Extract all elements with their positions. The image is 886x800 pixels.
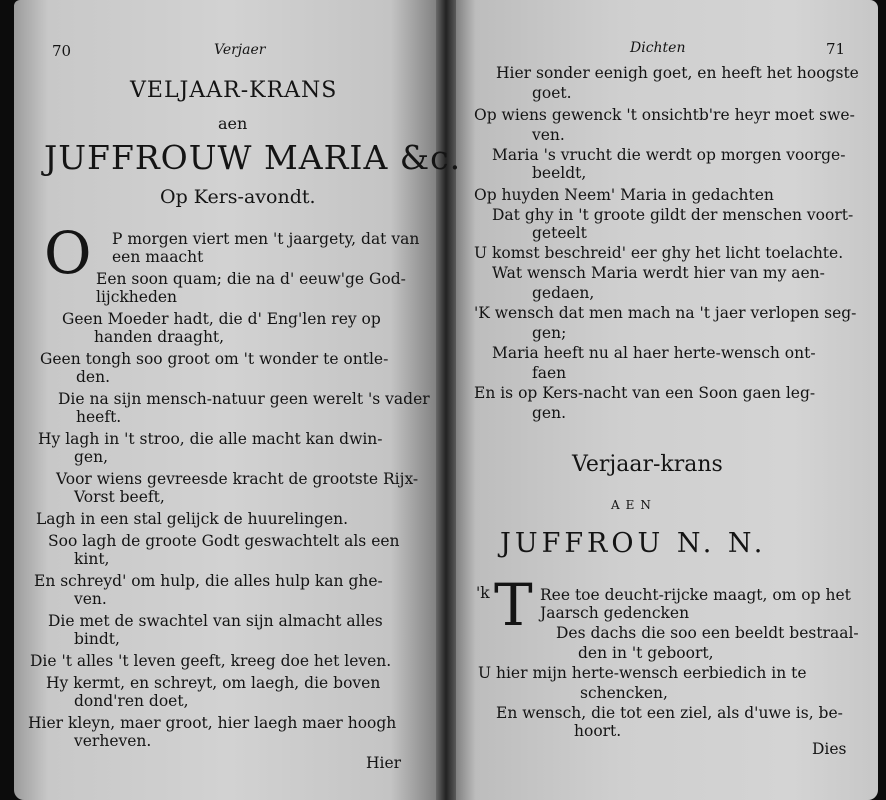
left-line: lijckheden xyxy=(96,288,178,306)
prefix-k: 'k xyxy=(476,584,490,602)
left-page-number: 70 xyxy=(52,42,72,60)
poem-title-line2: JUFFROUW MARIA &c. xyxy=(44,138,462,177)
book-gutter xyxy=(436,0,456,800)
right-catchword: Dies xyxy=(812,740,847,758)
right-line2: En wensch, die tot een ziel, als d'uwe is, be- xyxy=(496,704,843,722)
left-line: Lagh in een stal gelijck de huurelingen. xyxy=(36,510,349,528)
right-line2: Jaarsch gedencken xyxy=(540,604,690,622)
left-line: verheven. xyxy=(74,732,152,750)
right-line: ven. xyxy=(532,126,565,144)
second-poem-title: Verjaar-krans xyxy=(572,452,723,477)
poem-title-aen: aen xyxy=(218,114,248,133)
left-line: P morgen viert men 't jaargety, dat van xyxy=(112,230,420,248)
right-line: Wat wensch Maria werdt hier van my aen- xyxy=(492,264,825,282)
left-line: Soo lagh de groote Godt geswachtelt als een xyxy=(48,532,400,550)
right-line2: Ree toe deucht-rijcke maagt, om op het xyxy=(540,586,851,604)
right-line: gedaen, xyxy=(532,284,595,302)
right-line: En is op Kers-nacht van een Soon gaen leg- xyxy=(474,384,816,402)
right-line: Op wiens gewenck 't onsichtb're heyr moet swe- xyxy=(474,106,855,124)
poem-title-line1: VELJAAR-KRANS xyxy=(130,78,338,103)
right-running-head: Dichten xyxy=(630,40,686,56)
left-line: bindt, xyxy=(74,630,120,648)
left-line: ven. xyxy=(74,590,107,608)
left-line: kint, xyxy=(74,550,110,568)
left-line: handen draaght, xyxy=(94,328,225,346)
left-line: heeft. xyxy=(76,408,122,426)
right-line: Maria heeft nu al haer herte-wensch ont- xyxy=(492,344,816,362)
left-line: Een soon quam; die na d' eeuw'ge God- xyxy=(96,270,406,288)
right-line: Dat ghy in 't groote gildt der menschen voort- xyxy=(492,206,854,224)
right-line2: den in 't geboort, xyxy=(578,644,714,662)
left-line: Geen tongh soo groot om 't wonder te ontle- xyxy=(40,350,389,368)
right-line: geteelt xyxy=(532,224,587,242)
right-line: Maria 's vrucht die werdt op morgen voorge- xyxy=(492,146,846,164)
right-line: Hier sonder eenigh goet, en heeft het hoogste xyxy=(496,64,859,82)
left-line: een maacht xyxy=(112,248,204,266)
right-line: faen xyxy=(532,364,567,382)
right-line: Op huyden Neem' Maria in gedachten xyxy=(474,186,774,204)
right-line2: Des dachs die soo een beeldt bestraal- xyxy=(556,624,859,642)
left-line: gen, xyxy=(74,448,109,466)
right-line: goet. xyxy=(532,84,572,102)
right-line: gen; xyxy=(532,324,567,342)
left-running-head: Verjaer xyxy=(214,42,266,58)
left-catchword: Hier xyxy=(366,754,402,772)
left-line: Hy kermt, en schreyt, om laegh, die boven xyxy=(46,674,381,692)
left-line: Hy lagh in 't stroo, die alle macht kan dwin- xyxy=(38,430,383,448)
right-line2: schencken, xyxy=(580,684,668,702)
right-line: gen. xyxy=(532,404,567,422)
left-line: Voor wiens gevreesde kracht de grootste Rijx- xyxy=(56,470,419,488)
left-line: Die na sijn mensch-natuur geen werelt 's vader xyxy=(58,390,430,408)
left-line: dond'ren doet, xyxy=(74,692,189,710)
poem-subtitle: Op Kers-avondt. xyxy=(160,186,316,208)
left-line: Geen Moeder hadt, die d' Eng'len rey op xyxy=(62,310,381,328)
right-line: beeldt, xyxy=(532,164,587,182)
drop-cap-o: O xyxy=(44,219,92,287)
left-line: En schreyd' om hulp, die alles hulp kan ghe- xyxy=(34,572,383,590)
left-line: den. xyxy=(76,368,111,386)
right-line: U komst beschreid' eer ghy het licht toelachte. xyxy=(474,244,844,262)
right-line: 'K wensch dat men mach na 't jaer verlopen seg- xyxy=(474,304,857,322)
second-poem-title2: JUFFROU N. N. xyxy=(500,528,767,559)
second-poem-aen: AEN xyxy=(611,498,657,512)
right-line2: U hier mijn herte-wensch eerbiedich in te xyxy=(478,664,807,682)
right-page-number: 71 xyxy=(826,40,846,58)
left-line: Hier kleyn, maer groot, hier laegh maer hoogh xyxy=(28,714,397,732)
drop-cap-t: T xyxy=(494,571,533,639)
left-line: Vorst beeft, xyxy=(74,488,165,506)
right-line2: hoort. xyxy=(574,722,622,740)
left-line: Die 't alles 't leven geeft, kreeg doe het leven. xyxy=(30,652,392,670)
left-line: Die met de swachtel van sijn almacht alles xyxy=(48,612,383,630)
